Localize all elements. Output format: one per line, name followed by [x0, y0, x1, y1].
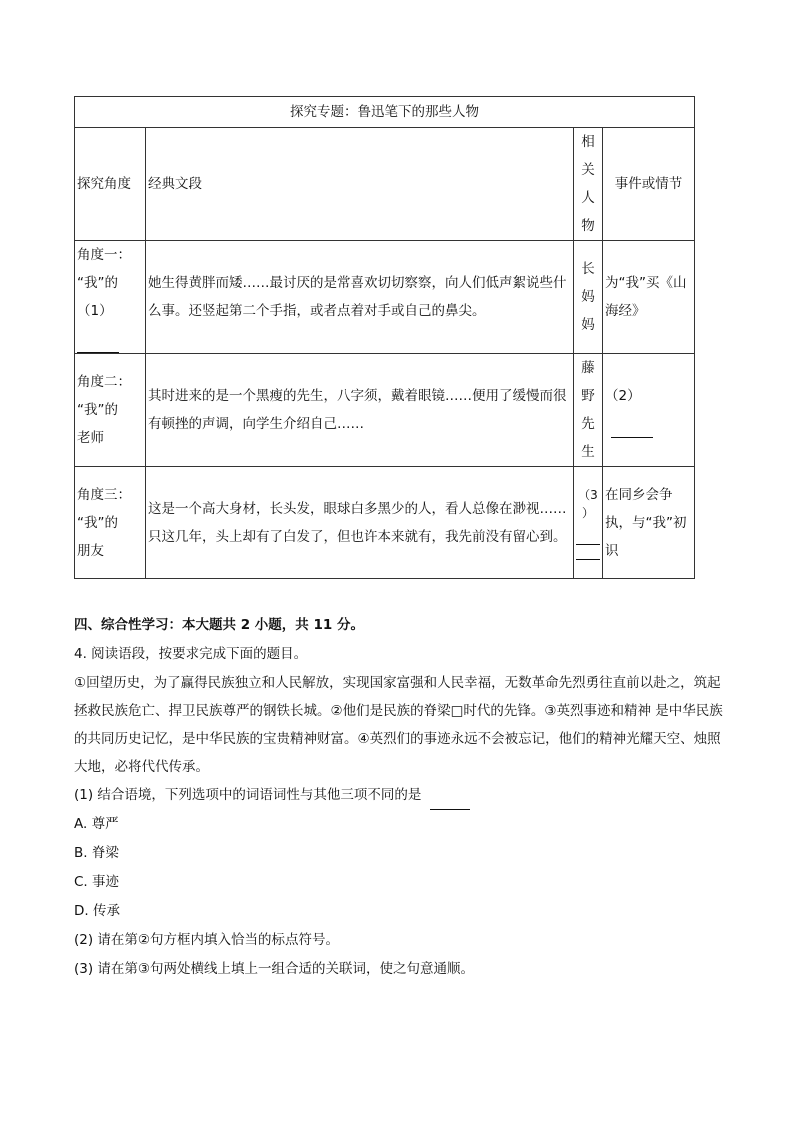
answer-blank-1[interactable] — [77, 340, 119, 353]
question-4-intro: 4. 阅读语段，按要求完成下面的题目。 — [74, 646, 308, 662]
row2-person-char: 生 — [581, 444, 595, 460]
row3-angle-line: 朋友 — [77, 542, 104, 559]
row1-person-char: 妈 — [581, 317, 595, 333]
header-person-char: 关 — [581, 162, 595, 178]
header-person-char: 相 — [581, 134, 595, 150]
row3-person-line: （3 — [578, 487, 598, 502]
answer-blank-2[interactable] — [611, 425, 653, 438]
row2-person — [574, 354, 603, 467]
table-row — [75, 467, 695, 579]
question-4-1 — [74, 781, 724, 810]
row1-passage: 她生得黄胖而矮……最讨厌的是常喜欢切切察察，向人们低声絮说些什么事。还竖起第二个手指，或者点着对手或自己的鼻尖。 — [146, 241, 574, 354]
row3-person — [574, 467, 603, 579]
row1-angle — [75, 241, 146, 354]
row2-angle — [75, 354, 146, 467]
option-c[interactable]: C. 事迹 — [74, 874, 120, 890]
row2-angle-line: 老师 — [77, 430, 104, 446]
row1-person — [574, 241, 603, 354]
row1-person-char: 长 — [581, 261, 595, 277]
table-row — [75, 241, 695, 354]
row3-person-line: ） — [581, 505, 594, 520]
row3-angle — [75, 467, 146, 579]
row2-person-char: 野 — [581, 388, 595, 404]
inquiry-table — [74, 96, 695, 579]
question-section — [74, 611, 724, 984]
row2-person-char: 藤 — [581, 360, 595, 376]
row2-event — [603, 354, 695, 467]
answer-blank-3-line2[interactable] — [576, 545, 600, 560]
row2-angle-line: 角度二： — [77, 374, 131, 390]
row3-passage: 这是一个高大身材，长头发，眼球白多黑少的人，看人总像在渺视……只这几年，头上却有了白发了，但也许本来就有，我先前没有留心到。 — [146, 467, 574, 579]
row3-angle-line: 角度三： — [77, 486, 131, 503]
header-event: 事件或情节 — [603, 128, 695, 241]
header-passage: 经典文段 — [146, 128, 574, 241]
row3-angle-line: “我”的 — [77, 514, 118, 531]
row1-angle-line: （1） — [77, 303, 113, 319]
row1-angle-line: “我”的 — [77, 275, 118, 291]
answer-blank-4-1[interactable] — [430, 795, 470, 810]
table-row — [75, 354, 695, 467]
row3-event: 在同乡会争执，与“我”初识 — [603, 467, 695, 579]
reading-passage: ①回望历史，为了赢得民族独立和人民解放，实现国家富强和人民幸福，无数革命先烈勇往直前以赴之，筑起拯救民族危亡、捍卫民族尊严的钢铁长城。②他们是民族的脊梁□时代的先锋。③英烈事迹和精神 是中华民族的共同历史记忆，是中华民族的宝贵精神财富。④英烈们的事迹永远不会被忘记，他们的精神光耀天空、烛照大地，必将代代传承。 — [74, 675, 723, 775]
question-4-1-text: (1) 结合语境，下列选项中的词语词性与其他三项不同的是 — [74, 787, 422, 803]
option-d[interactable]: D. 传承 — [74, 903, 120, 919]
option-a[interactable]: A. 尊严 — [74, 816, 119, 832]
row2-angle-line: “我”的 — [77, 402, 118, 418]
question-4-2: (2) 请在第②句方框内填入恰当的标点符号。 — [74, 932, 340, 948]
row1-event: 为“我”买《山海经》 — [603, 241, 695, 354]
option-b[interactable]: B. 脊梁 — [74, 845, 119, 861]
section-heading: 四、综合性学习：本大题共 2 小题，共 11 分。 — [74, 617, 364, 633]
row2-person-char: 先 — [581, 416, 595, 432]
table-title: 探究专题：鲁迅笔下的那些人物 — [75, 97, 695, 128]
row2-event-label: （2） — [605, 388, 641, 404]
header-person-char: 物 — [581, 218, 595, 234]
header-angle: 探究角度 — [75, 128, 146, 241]
header-person — [574, 128, 603, 241]
header-person-char: 人 — [581, 190, 595, 206]
row1-person-char: 妈 — [581, 289, 595, 305]
row1-angle-line: 角度一： — [77, 247, 131, 263]
question-4-3: (3) 请在第③句两处横线上填上一组合适的关联词，使之句意通顺。 — [74, 961, 475, 977]
answer-blank-3[interactable] — [576, 530, 600, 545]
row2-passage: 其时进来的是一个黑瘦的先生，八字须，戴着眼镜……便用了缓慢而很有顿挫的声调，向学生介绍自己…… — [146, 354, 574, 467]
